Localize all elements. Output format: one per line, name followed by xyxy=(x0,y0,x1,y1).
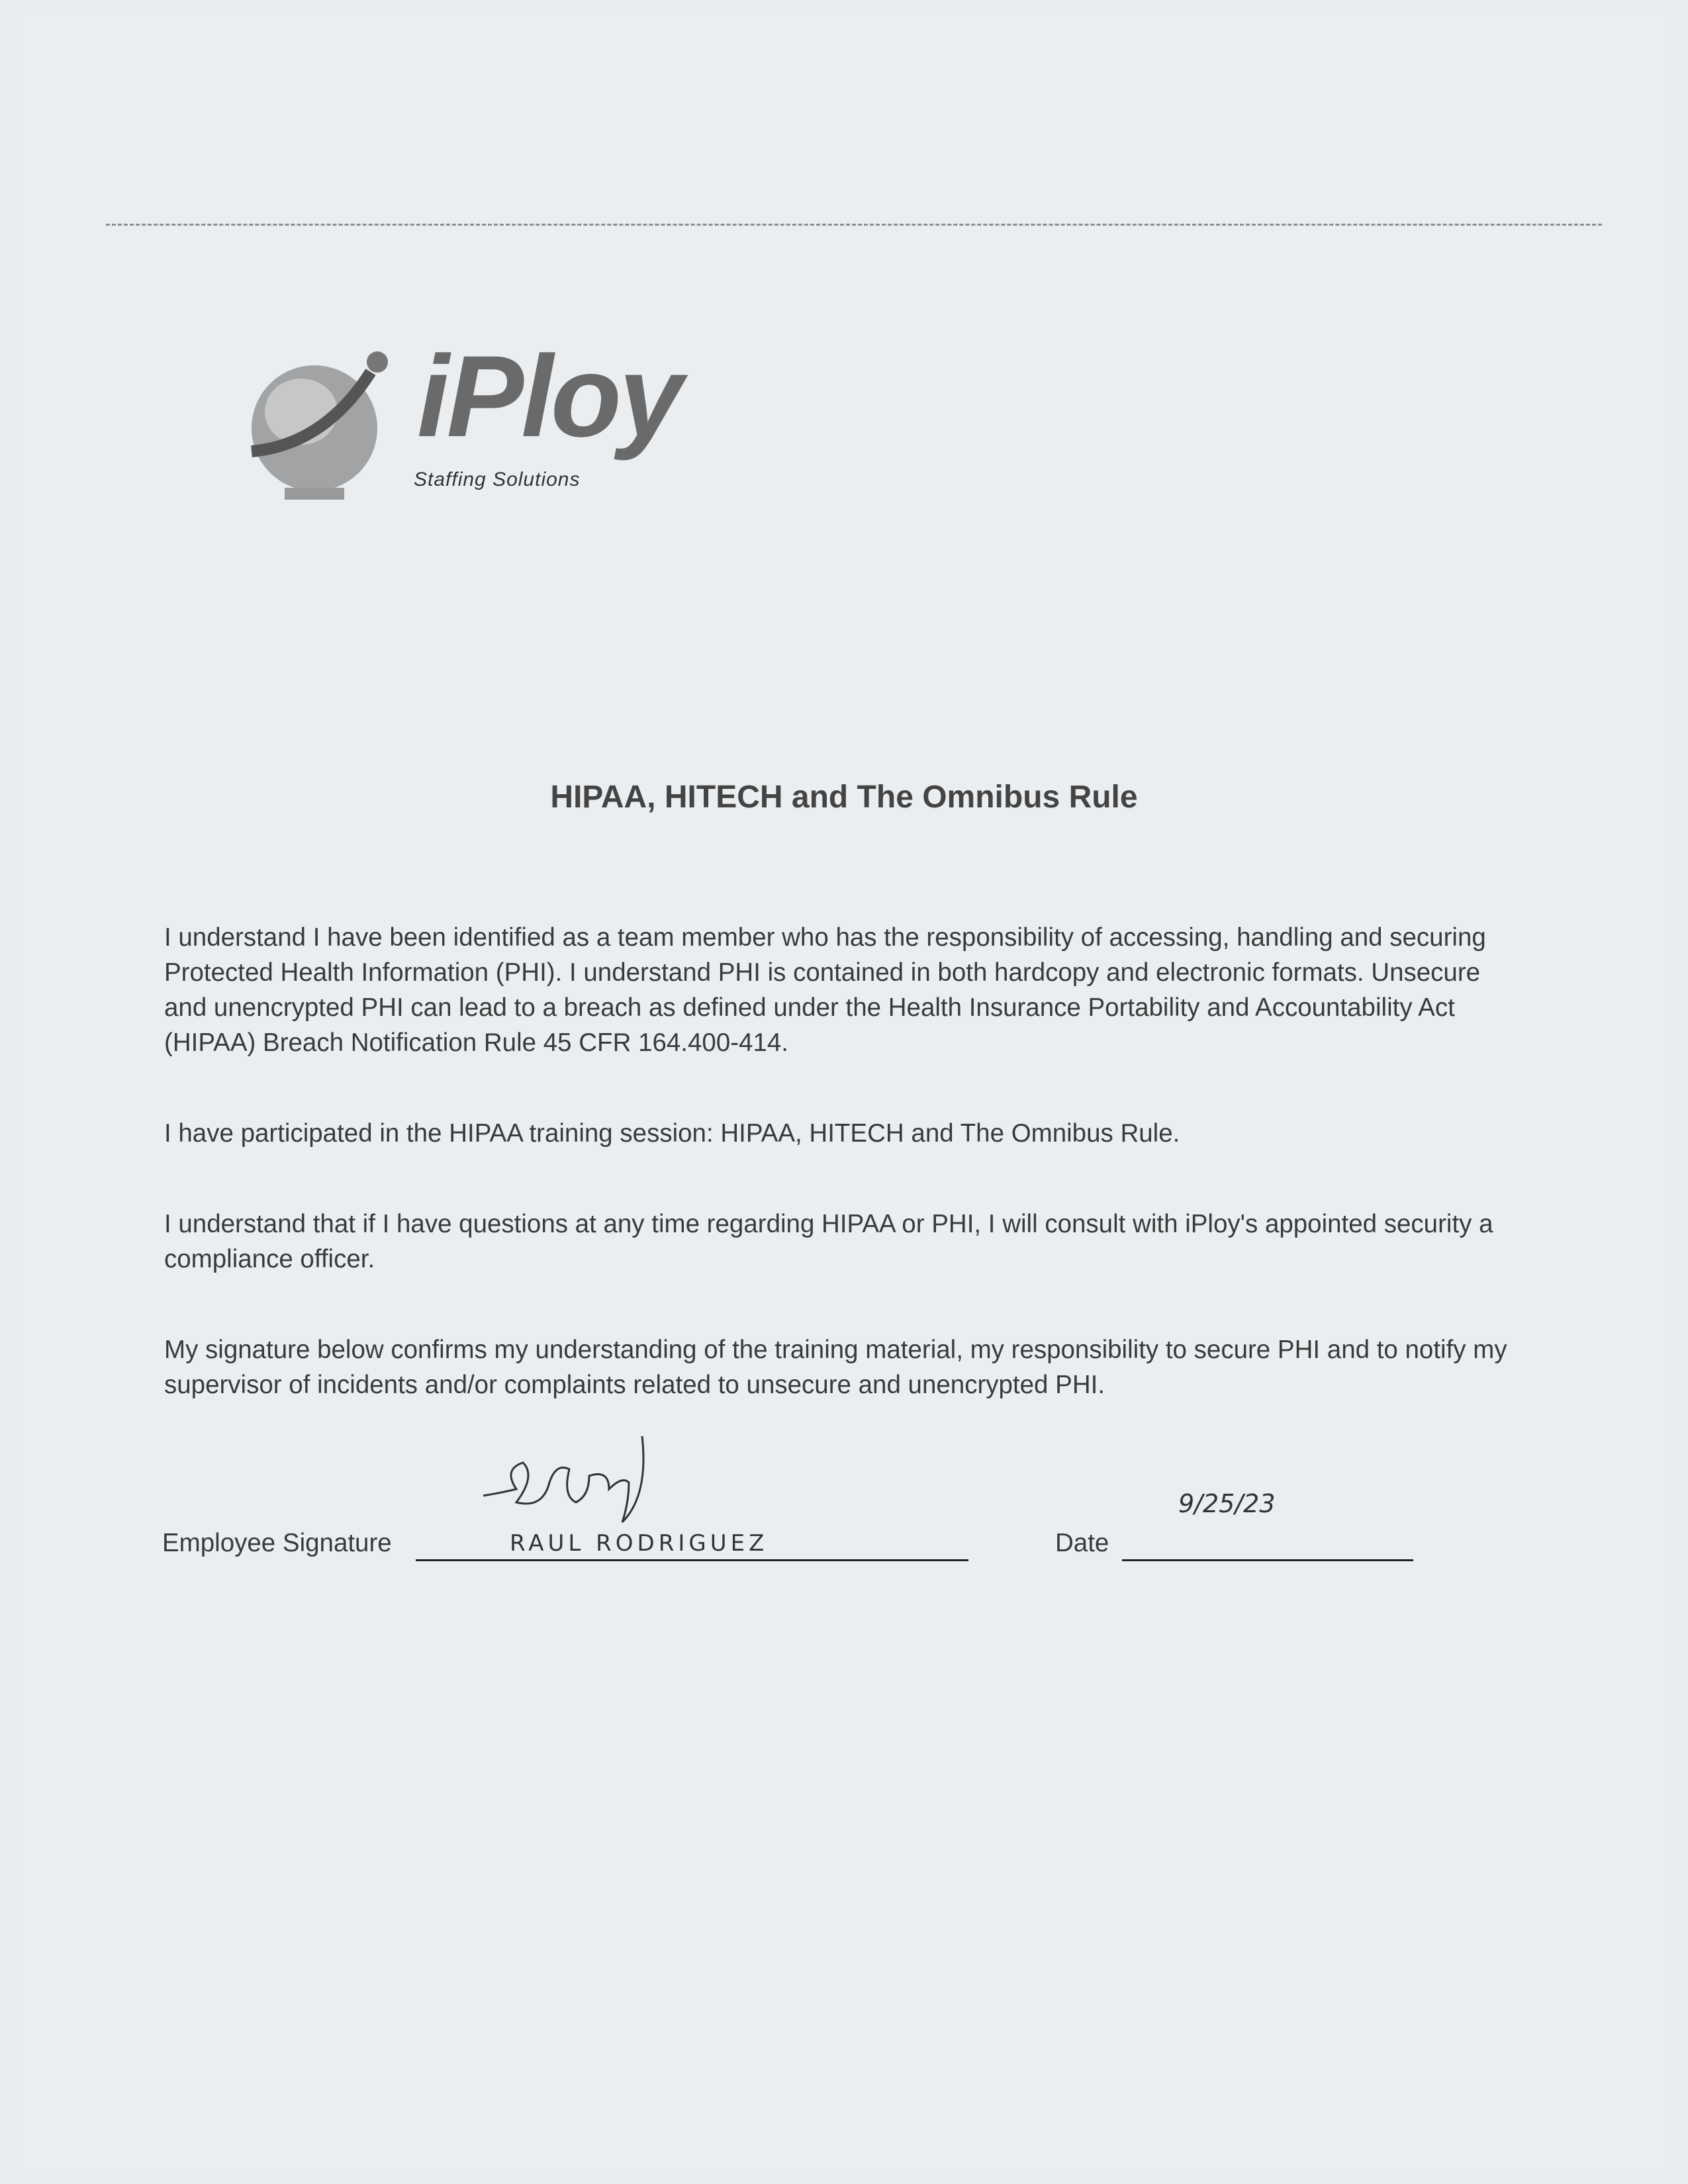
paragraph-signature-confirmation xyxy=(164,1332,1609,1402)
text-line: Protected Health Information (PHI). I understand PHI is contained in both hardcopy and electronic formats. Unsecure xyxy=(164,958,1481,987)
date-label: Date xyxy=(1055,1529,1109,1557)
printed-name: RAUL RODRIGUEZ xyxy=(510,1530,769,1557)
text-line: I have participated in the HIPAA training session: HIPAA, HITECH and The Omnibus Rule. xyxy=(164,1119,1180,1148)
logo-tagline: Staffing Solutions xyxy=(414,469,581,490)
text-line: compliance officer. xyxy=(164,1245,375,1273)
header-divider xyxy=(106,224,1602,226)
employee-signature-label: Employee Signature xyxy=(162,1529,392,1557)
document-body xyxy=(164,920,1609,1458)
logo-wordmark: iPloy xyxy=(417,332,681,461)
paragraph-acknowledgement xyxy=(164,920,1609,1060)
handwritten-signature xyxy=(477,1430,675,1529)
iploy-logo xyxy=(238,332,702,518)
globe-icon xyxy=(238,345,417,511)
text-line: My signature below confirms my understanding of the training material, my responsibility to secure PHI and to notify my xyxy=(164,1336,1507,1364)
document-title: HIPAA, HITECH and The Omnibus Rule xyxy=(550,780,1138,815)
text-line: I understand that if I have questions at any time regarding HIPAA or PHI, I will consult with iPloy's appointed security a xyxy=(164,1210,1493,1238)
date-line xyxy=(1122,1559,1413,1561)
text-line: I understand I have been identified as a team member who has the responsibility of accessing, handling and securing xyxy=(164,923,1486,952)
text-line: (HIPAA) Breach Notification Rule 45 CFR 164.400-414. xyxy=(164,1028,788,1057)
signature-line xyxy=(416,1559,968,1561)
paragraph-training xyxy=(164,1116,1609,1151)
date-value: 9/25/23 xyxy=(1178,1489,1276,1518)
text-line: supervisor of incidents and/or complaints related to unsecure and unencrypted PHI. xyxy=(164,1371,1105,1399)
paragraph-questions xyxy=(164,1206,1609,1277)
text-line: and unencrypted PHI can lead to a breach as defined under the Health Insurance Portability and Accountability Act xyxy=(164,993,1455,1022)
